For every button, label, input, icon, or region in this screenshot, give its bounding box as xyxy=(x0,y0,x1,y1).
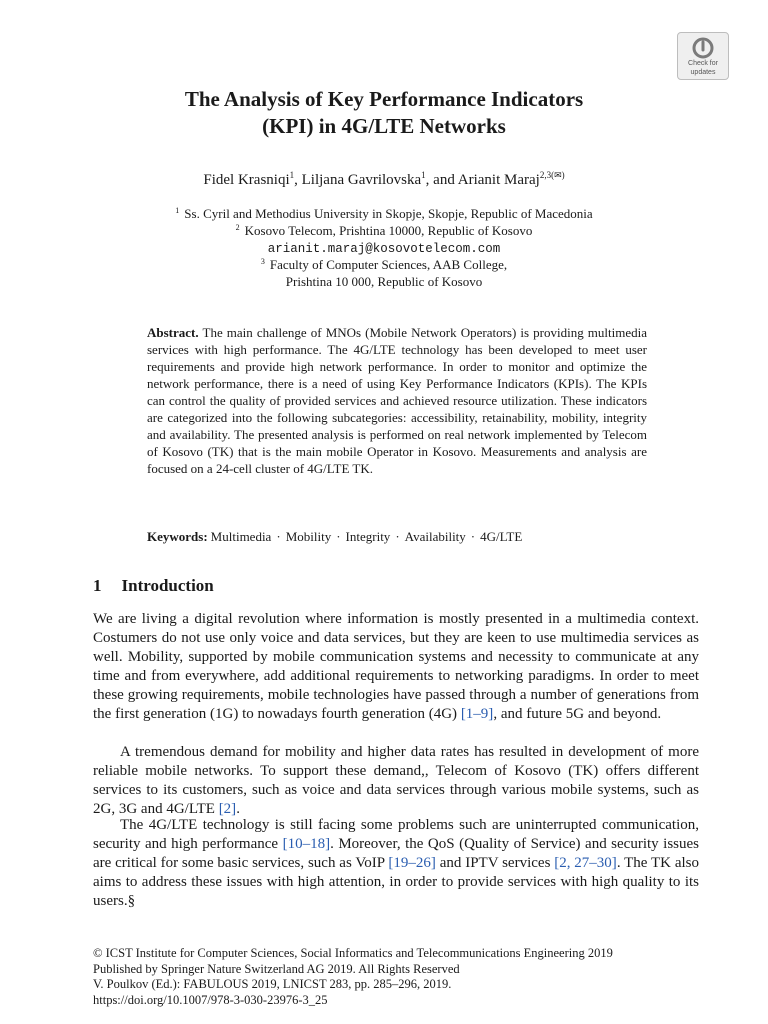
abstract-label: Abstract. xyxy=(147,325,199,340)
proceedings-line: V. Poulkov (Ed.): FABULOUS 2019, LNICST 283, pp. 285–296, 2019. xyxy=(93,977,452,991)
abstract-text: The main challenge of MNOs (Mobile Network Operators) is providing multimedia services with high performance. The 4G/LTE technology has been developed to meet user requirements and provide high network performance. In order to monitor and optimize the network performance, there is a need of using Key Performance Indicators (KPIs). The KPIs can control the quality of provided services and achieved resource utilization. These indicators are categorized into the following subcategories: accessibility, retainability, mobility, integrity and availability. The presented analysis is performed on real network implemented by Telecom of Kosovo (TK) that is the main mobile Operator in Kosovo. Measurements and analysis are focused on a 24-cell cluster of 4G/LTE TK. xyxy=(147,325,648,476)
affiliation-mark: 2 xyxy=(235,223,240,232)
keyword: Mobility xyxy=(285,529,332,544)
keywords xyxy=(147,528,647,545)
affiliation-text: Prishtina 10 000, Republic of Kosovo xyxy=(285,274,483,289)
author-name: Liljana Gavrilovska xyxy=(301,172,422,188)
paragraph-text: and IPTV services xyxy=(435,855,555,871)
keyword-separator: · xyxy=(395,529,400,544)
keyword-separator: · xyxy=(470,529,476,544)
section-title: Introduction xyxy=(121,576,214,595)
paragraph-text: The 4G/LTE technology is still facing some problems such are uninterrupted communication, security and high performance xyxy=(93,817,699,852)
copyright-footer xyxy=(93,946,699,1008)
author-list xyxy=(60,170,708,190)
affiliation-text: Faculty of Computer Sciences, AAB College, xyxy=(269,257,508,272)
affiliation-text: Kosovo Telecom, Prishtina 10000, Republic of Kosovo xyxy=(244,223,533,238)
badge-label-2: updates xyxy=(690,68,716,76)
author-separator: , xyxy=(294,172,302,188)
affiliation xyxy=(60,273,708,290)
keyword: Availability xyxy=(404,529,466,544)
corresponding-email-link[interactable]: arianit.maraj@kosovotelecom.com xyxy=(267,242,501,256)
affiliation-text: Ss. Cyril and Methodius University in Skopje, Skopje, Republic of Macedonia xyxy=(184,206,593,221)
author-affil-mark: 1 xyxy=(421,170,426,180)
author-affil-mark: 2,3(✉) xyxy=(539,170,565,180)
paragraph-text: We are living a digital revolution where information is mostly presented in a multimedia context. Costumers do not use only voice and data services, but they are keen to use multimedia services as well. Mobility, supported by mobile communication systems and necessity to communicate at any time and from everywhere, add additional requirements to networking paradigms. In order to meet these growing requirements, mobile technologies have passed through a number of generations from the first generation (1G) to nowadays fourth generation (4G) xyxy=(93,611,699,722)
paragraph-2 xyxy=(93,743,699,819)
affiliation-mark: 1 xyxy=(175,206,180,215)
keyword: Integrity xyxy=(345,529,391,544)
citation-link[interactable]: [19–26] xyxy=(388,855,436,871)
keyword: 4G/LTE xyxy=(480,529,523,544)
paragraph-3 xyxy=(93,816,699,911)
publisher-line: Published by Springer Nature Switzerland AG 2019. All Rights Reserved xyxy=(93,961,460,976)
crossmark-icon xyxy=(692,37,714,59)
citation-link[interactable]: [1–9] xyxy=(460,706,494,722)
paragraph-1 xyxy=(93,610,699,724)
section-number: 1 xyxy=(93,576,102,595)
affiliation-mark: 3 xyxy=(260,257,265,266)
check-for-updates-badge[interactable] xyxy=(677,32,729,80)
title-line-2: (KPI) in 4G/LTE Networks xyxy=(262,114,506,138)
title-line-1: The Analysis of Key Performance Indicators xyxy=(184,87,584,111)
keyword-separator: · xyxy=(336,529,341,544)
doi-link[interactable]: https://doi.org/10.1007/978-3-030-23976-3_25 xyxy=(93,992,328,1007)
affiliation xyxy=(60,222,708,239)
copyright-line: © ICST Institute for Computer Sciences, Social Informatics and Telecommunications Engineering 2019 xyxy=(93,946,613,960)
author-name: Arianit Maraj xyxy=(457,172,540,188)
section-heading xyxy=(93,575,214,597)
author-name: Fidel Krasniqi xyxy=(203,172,290,188)
paragraph-text: , and future 5G and beyond. xyxy=(493,706,662,722)
affiliation xyxy=(60,256,708,273)
paragraph-text: . Moreover, the QoS (Quality of Service) and security issues are critical for some basic services, such as VoIP xyxy=(93,836,700,871)
author-affil-mark: 1 xyxy=(289,170,295,180)
paragraph-text: . The TK also aims to address these issues with high attention, in order to provide services with high quality to its users.§ xyxy=(93,855,699,909)
paragraph-text: . xyxy=(236,801,240,817)
citation-link[interactable]: [10–18] xyxy=(282,836,331,852)
keyword-separator: · xyxy=(276,529,281,544)
keywords-label: Keywords: xyxy=(147,529,208,544)
abstract xyxy=(147,324,647,477)
paper-title xyxy=(60,86,708,140)
citation-link[interactable]: [2, 27–30] xyxy=(554,855,617,871)
badge-label-1: Check for xyxy=(688,60,718,67)
author-separator: , and xyxy=(425,172,458,188)
keyword: Multimedia xyxy=(210,529,272,544)
citation-link[interactable]: [2] xyxy=(218,801,237,817)
paragraph-text: A tremendous demand for mobility and higher data rates has resulted in development of more reliable mobile networks. To support these demand,, Telecom of Kosovo (TK) offers different services to its customers, such as voice and data services through various mobile systems, such as 2G, 3G and 4G/LTE xyxy=(93,744,699,817)
affiliation xyxy=(60,205,708,222)
